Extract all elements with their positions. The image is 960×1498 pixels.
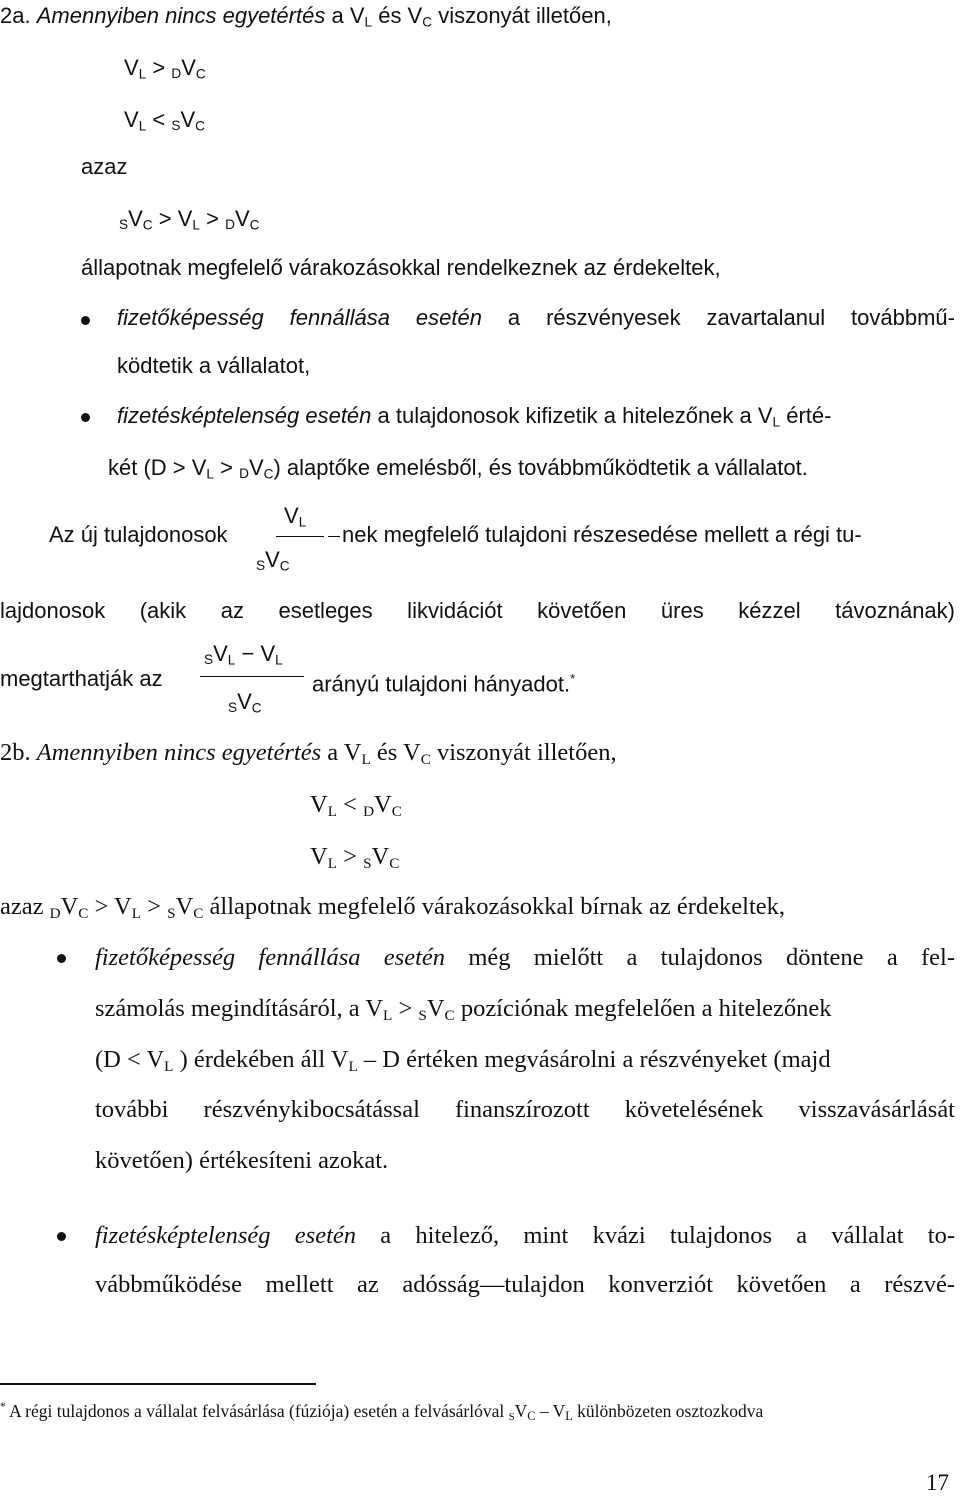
bullet-dot — [57, 1232, 66, 1241]
bullet-2a-2-line2: két $(D > V_L > DV_C)$ alaptőke emelésből, és továbbműködtetik a vállalatot. — [108, 455, 808, 482]
fraction-svl-minus-vl-over-svc — [198, 641, 308, 719]
section-2b-heading: 2b. Amennyiben nincs egyetértés a $V_L$ és $V_C$ viszonyát illetően, — [0, 739, 617, 768]
bullet-2b-1-line4: további részvénykibocsátással finanszírozott követelésének visszavásárlását — [95, 1096, 955, 1123]
footnote: * A régi tulajdonos a vállalat felvásárlása (fúziója) esetén a felvásárlóval $SV_C - V_L$ különbözeten osztozkodva — [0, 1400, 764, 1423]
bullet-dot — [57, 954, 66, 963]
paragraph-line3-start: megtarthatják az — [0, 666, 163, 691]
azaz-line-2b: azaz $DV_C > V_L > SV_C$ állapotnak megfelelő várakozásokkal bírnak az érdekeltek, — [0, 893, 786, 922]
section-2a-heading: 2a. Amennyiben nincs egyetértés a $V_L$ és $V_C$ viszonyát illetően, — [0, 3, 612, 30]
bullet-2a-1-line1: fizetőképesség fennállása esetén a részvényesek zavartalanul továbbmű- — [117, 305, 955, 330]
paragraph-new-owners-end: nek megfelelő tulajdoni részesedése mellett a régi tu- — [328, 520, 956, 550]
fraction-bar — [276, 536, 324, 537]
fraction-vl-over-svc — [254, 503, 324, 575]
bullet-2b-1-line1: fizetőképesség fennállása esetén még mielőtt a tulajdonos döntene a fel- — [95, 944, 955, 971]
inequality-chain: $SV_C > V_L > DV_C$ — [119, 206, 260, 233]
bullet-2b-2-line1: fizetésképtelenség esetén a hitelező, mint kvázi tulajdonos a vállalat to- — [95, 1222, 955, 1249]
inequality-2: $V_L < SV_C$ — [124, 107, 205, 134]
fraction-bar-tail — [328, 536, 340, 537]
page-number: 17 — [926, 1470, 949, 1495]
fraction-bar — [200, 676, 304, 677]
fraction-denominator: $SV_C$ — [228, 689, 262, 716]
inequality-1: $V_L > DV_C$ — [124, 55, 206, 82]
fraction-denominator: $SV_C$ — [256, 547, 290, 574]
footnote-ref: * — [570, 671, 576, 686]
bullet-2a-2-line1: fizetésképtelenség esetén a tulajdonosok kifizetik a hitelezőnek a $V_L$ érté- — [117, 403, 832, 430]
inequality-2b-1: $V_L < DV_C$ — [310, 791, 402, 820]
paragraph-new-owners-start: Az új tulajdonosok — [49, 522, 228, 547]
bullet-2a-1-line2: ködtetik a vállalatot, — [117, 353, 311, 378]
bullet-2b-1-line3: ($D < V_L$ ) érdekében áll $V_L$ – D értéken megvásárolni a részvényeket (majd — [95, 1046, 831, 1075]
bullet-dot — [81, 413, 90, 422]
azaz-label: azaz — [81, 154, 128, 179]
inequality-2b-2: $V_L > SV_C$ — [310, 843, 400, 872]
bullet-2b-2-line2: vábbműködése mellett az adósság—tulajdon konverziót követően a részvé- — [95, 1271, 955, 1298]
bullet-dot — [81, 316, 90, 325]
bullet-2b-1-line2: számolás megindításáról, a $V_L > SV_C$ pozíciónak megfelelően a hitelezőnek — [95, 995, 832, 1024]
paragraph-line2: lajdonosok (akik az esetleges likvidációt követően üres kézzel távoznának) — [0, 598, 955, 623]
bullet-2b-1-line5: követően) értékesíteni azokat. — [95, 1147, 389, 1174]
fraction-numerator: $V_L$ — [284, 503, 307, 530]
intro-line: állapotnak megfelelő várakozásokkal rendelkeznek az érdekeltek, — [81, 255, 721, 280]
paragraph-line3-end: arányú tulajdoni hányadot.* — [312, 671, 576, 697]
footnote-separator — [0, 1383, 316, 1385]
fraction-numerator: $SV_L - V_L$ — [204, 641, 283, 668]
